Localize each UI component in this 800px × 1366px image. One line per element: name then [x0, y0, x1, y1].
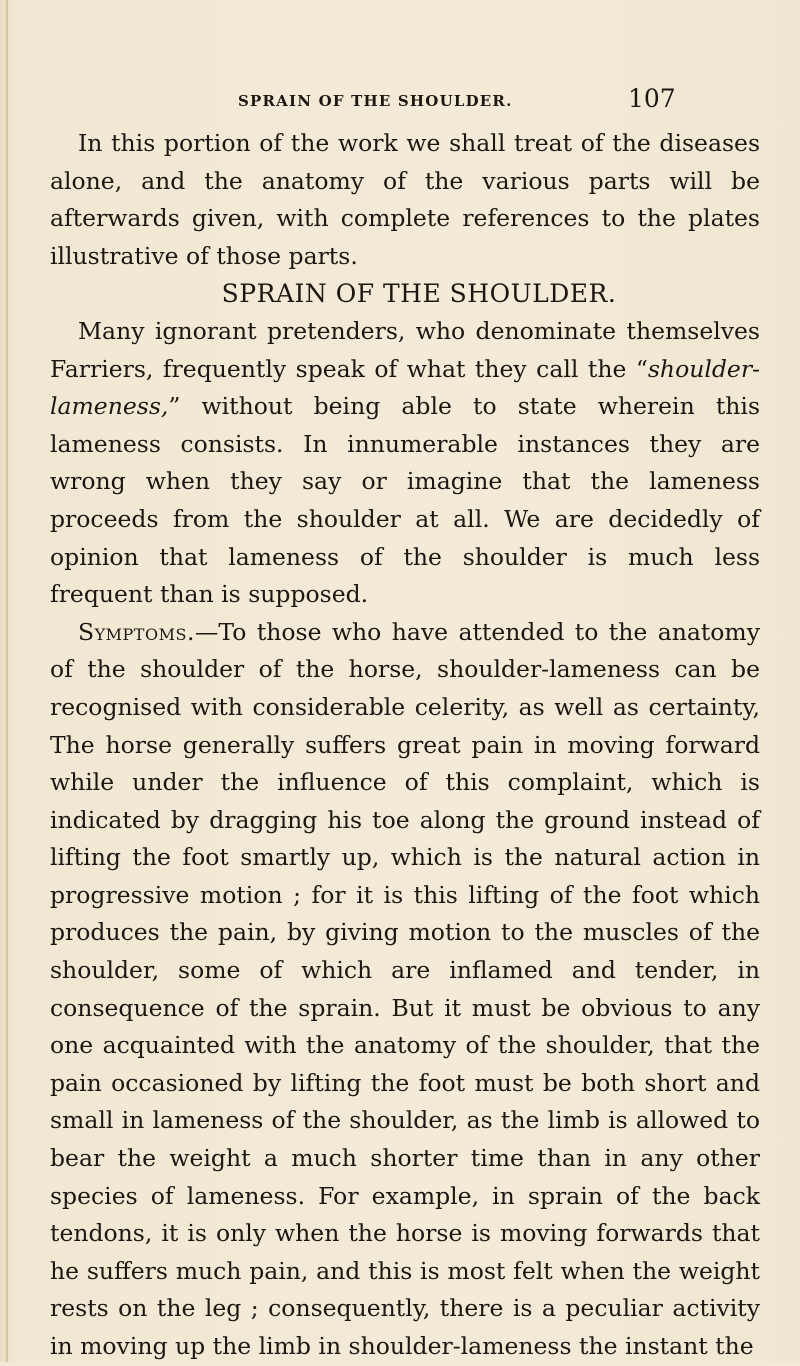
paragraph-shoulder-lameness	[50, 313, 760, 614]
paragraph-text: —To those who have attended to the anatomy of the shoulder of the horse, shoulder-lameness can be recognised with considerable celerity, as well as certainty, The horse generally suffers great pain in moving forward while under the influence of this complaint, which is indicated by dragging his toe along the ground instead of lifting the foot smartly up, which is the natural action in progressive motion ; for it is this lifting of the foot which produces the pain, by giving motion to the muscles of the shoulder, some of which are inflamed and tender, in consequence of the sprain. But it must be obvious to any one acquainted with the anatomy of the shoulder, that the pain occasioned by lifting the foot must be both short and small in lameness of the shoulder, as the limb is allowed to bear the weight a much shorter time than in any other species of lameness. For example, in sprain of the back tendons, it is only when the horse is moving forwards that he suffers much pain, and this is most felt when the weight rests on the leg ; consequently, there is a peculiar activity in moving up the limb in shoulder-lameness the instant the	[50, 617, 760, 1360]
page-gutter	[6, 0, 8, 1362]
paragraph-text: ” without being able to state wherein this lameness consists. In innumerable instances they are wrong when they say or imagine that the lameness proceeds from the shoulder at all. We are decidedly of opinion that lameness of the shoulder is much less frequent than is supposed.	[50, 392, 760, 609]
running-head: SPRAIN OF THE SHOULDER.	[238, 92, 513, 110]
paragraph-text: Many ignorant pretenders, who denominate themselves Farriers, frequently speak of what they call the “	[50, 316, 760, 383]
paragraph-symptoms	[50, 614, 760, 1366]
section-title: SPRAIN OF THE SHOULDER.	[221, 279, 617, 309]
page-number: 107	[628, 84, 676, 113]
italic-term: shoulder-lameness,	[50, 354, 760, 421]
symptoms-label: Symptoms.	[78, 617, 195, 646]
intro-paragraph: In this portion of the work we shall treat of the diseases alone, and the anatomy of the various parts will be afterwards given, with complete references to the plates illustrative of those parts.	[50, 129, 760, 270]
body-text	[50, 125, 760, 1366]
